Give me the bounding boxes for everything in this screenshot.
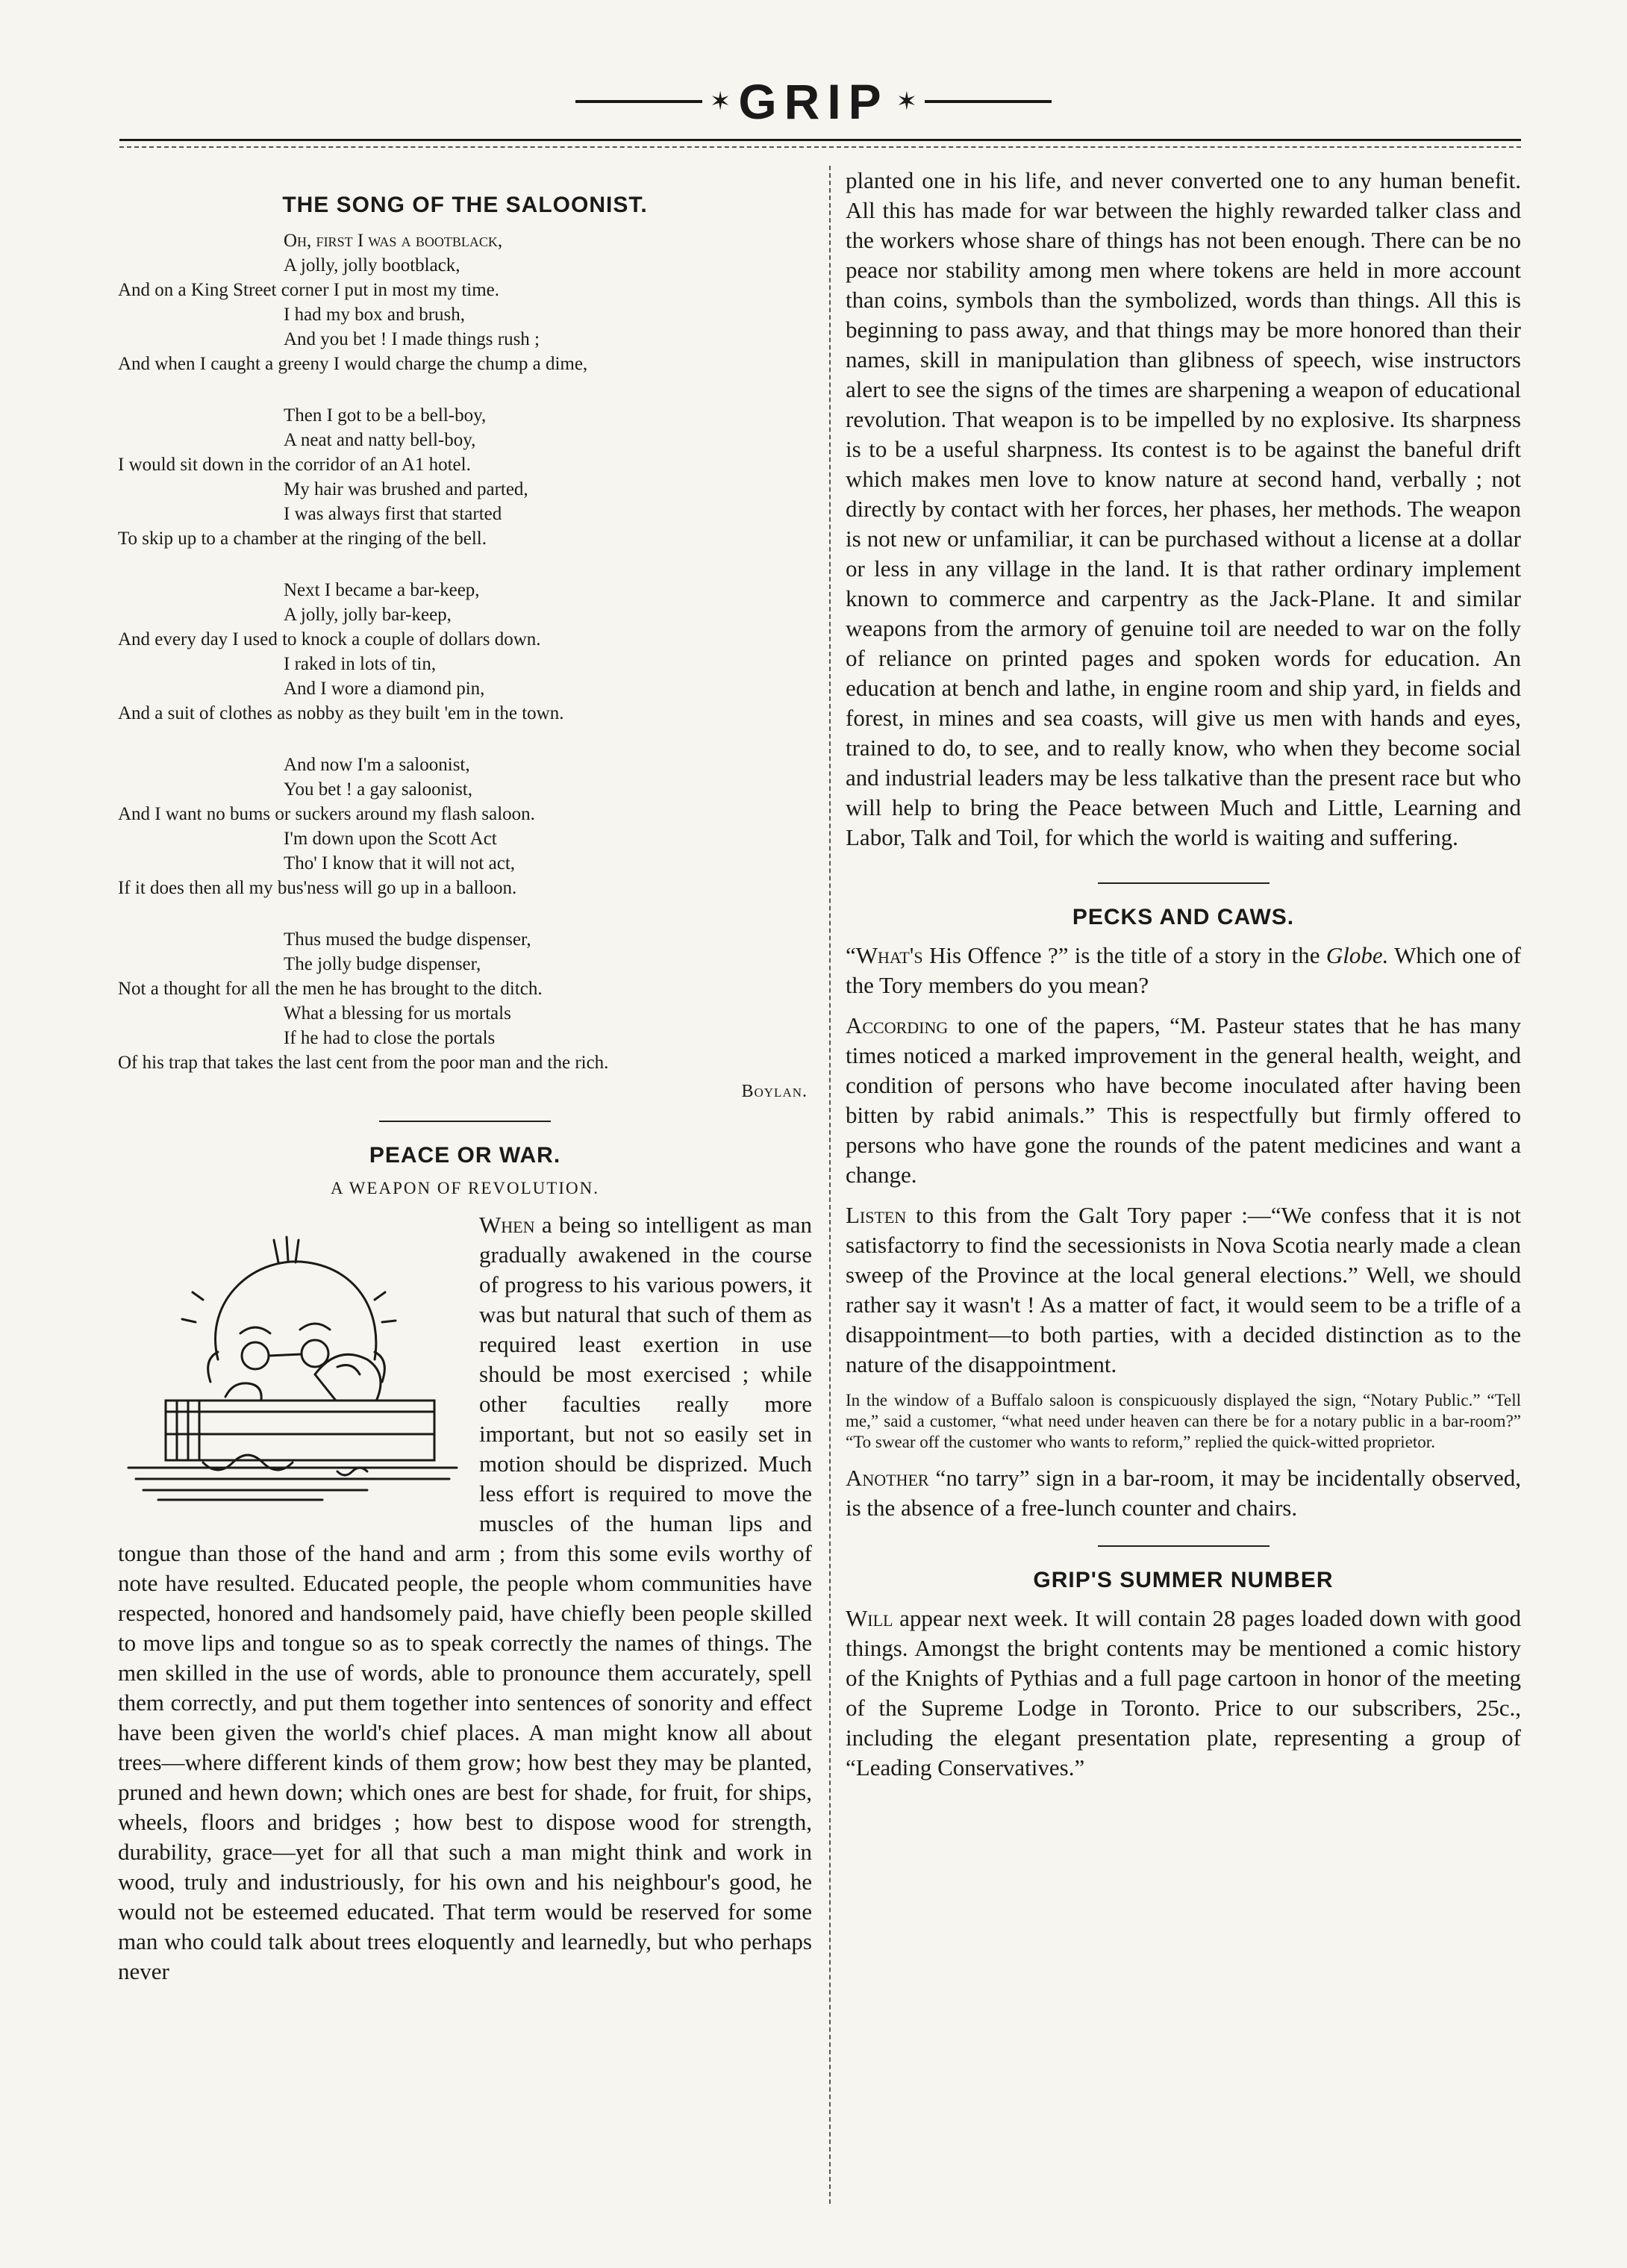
poem-line: And you bet ! I made things rush ; (284, 329, 540, 349)
poem-line: A jolly, jolly bar-keep, (284, 605, 452, 625)
poem-line: I'm down upon the Scott Act (284, 829, 497, 849)
poem-line: What a blessing for us mortals (284, 1003, 511, 1024)
jack-plane-cartoon-icon (113, 1210, 472, 1509)
poem-stanza (118, 753, 812, 900)
poem (118, 228, 812, 1104)
poem-line: My hair was brushed and parted, (284, 479, 528, 499)
poem-line: Not a thought for all the men he has brought to the ditch. (118, 979, 543, 999)
masthead-rule-left (575, 100, 702, 103)
peace-subtitle: A WEAPON OF REVOLUTION. (331, 1179, 599, 1197)
header-divider (119, 139, 1521, 141)
song-title: THE SONG OF THE SALOONIST. (282, 193, 648, 217)
pecks-item: Listen to this from the Galt Tory paper :—“We confess that it is not satisfactorry to find the secessionists in Nova Scotia nearly made a clean sweep of the Province at the local general elections.” Well, we should rather say it wasn't ! As a matter of fact, it would seem to be a trifle of a disappointment—to both parties, with a decided distinction as to the nature of the disappointment. (846, 1202, 1521, 1377)
poem-stanza (118, 403, 812, 551)
left-column (118, 166, 812, 1987)
poem-line: And a suit of clothes as nobby as they built 'em in the town. (118, 703, 564, 723)
star-icon: ✶ (709, 88, 731, 116)
poem-line: Oh, first I was a bootblack, (284, 231, 503, 251)
section-divider (379, 1121, 551, 1122)
poem-line: And on a King Street corner I put in most my time. (118, 280, 500, 300)
poem-line: And I wore a diamond pin, (284, 679, 485, 699)
poem-stanza (118, 578, 812, 726)
peace-body (118, 1210, 812, 1987)
poem-author: Boylan. (741, 1082, 808, 1101)
poem-line: I raked in lots of tin, (284, 654, 437, 674)
pecks-item: According to one of the papers, “M. Pasteur states that he has many times noticed a marked improvement in the general health, weight, and condition of persons who have become inoculated after having been bitten by rabid animals.” This is respectfully but firmly offered to persons who have gone the rounds of the patent medicines and want a change. (846, 1012, 1521, 1188)
pecks-item: “What's His Offence ?” is the title of a story in the Globe. Which one of the Tory members do you mean? (846, 942, 1521, 998)
masthead (0, 72, 1627, 131)
page-title: GRIP (738, 74, 889, 129)
right-column (846, 166, 1521, 1783)
pecks-item: Another “no tarry” sign in a bar-room, it may be incidentally observed, is the absence of a free-lunch counter and chairs. (846, 1465, 1521, 1521)
section-divider (1098, 1545, 1270, 1547)
summer-title: GRIP'S SUMMER NUMBER (1033, 1568, 1334, 1592)
section-divider (1098, 882, 1270, 884)
summer-body: Will appear next week. It will contain 28 pages loaded down with good things. Amongst the bright contents may be mentioned a comic history of the Knights of Pythias and a full page cartoon in honor of the meeting of the Supreme Lodge in Toronto. Price to our subscribers, 25c., including the elegant presentation plate, representing a group of “Leading Conservatives.” (846, 1605, 1521, 1781)
poem-stanza (118, 228, 812, 376)
peace-continued: planted one in his life, and never converted one to any human benefit. All this has made for war between the highly rewarded talker class and the workers whose share of things has not been enough. There can be no peace nor stability among men where tokens are held in more account than coins, symbols than the symbolized, words than things. All this is beginning to pass away, and that things may be more honored than their names, skill in manipulation than glibness of speech, wise instructors alert to see the signs of the times are sharpening a weapon of educational revolution. That weapon is to be impelled by no explosive. Its sharpness is to be a useful sharpness. Its contest is to be against the baneful drift which makes men love to know nature at second hand, verbally ; not directly by contact with her forces, her phases, her methods. The weapon is not new or unfamiliar, it can be purchased without a license at a dollar or less in any village in the land. It is that rather ordinary implement known to commerce and carpentry as the Jack-Plane. It and similar weapons from the armory of genuine toil are needed to war on the folly of reliance on printed pages and spoken words for education. An education at bench and lathe, in engine room and ship yard, in fields and forest, in mines and sea coasts, will give us men with hands and eyes, trained to do, to see, and to really know, who when they become social and industrial leaders may be less talkative than the present race but who will help to bring the Peace between Much and Little, Learning and Labor, Talk and Toil, for which the world is waiting and suffering. (846, 167, 1522, 850)
peace-text: a being so intelligent as man gradually awakened in the course of progress to his various powers, it was but natural that such of them as required least exertion in use should be most exercised ; while other faculties really more important, but not so easily set in motion should be disprized. Much less effort is required to move the muscles of the human lips and tongue than those of the hand and arm ; from this some evils worthy of note have resulted. Educated people, the people whom communities have respected, honored and handsomely paid, have chiefly been people skilled to move lips and tongue so as to speak correctly the names of things. The men skilled in the use of words, able to pronounce them accurately, spell them correctly, and put them together into sentences of sonority and effect have been given the world's chief places. A man might know all about trees—where different kinds of them grow; how best they may be planted, pruned and hewn down; which ones are best for shade, for fruit, for ships, wheels, floors and bridges ; how best to dispose wood for strength, durability, grace—yet for all that such a man might think and work in wood, truly and industriously, for his own and his neighbour's good, he would not be esteemed educated. That term would be reserved for some man who could talk about trees eloquently and learnedly, but who perhaps never (118, 1212, 812, 1984)
poem-line: If it does then all my bus'ness will go up in a balloon. (118, 878, 517, 898)
poem-stanza (118, 927, 812, 1075)
poem-line: If he had to close the portals (284, 1028, 496, 1048)
poem-line: I had my box and brush, (284, 305, 466, 325)
poem-line: The jolly budge dispenser, (284, 954, 481, 974)
poem-line: Then I got to be a bell-boy, (284, 405, 487, 426)
header-divider-dashed (119, 146, 1521, 148)
poem-line: To skip up to a chamber at the ringing of the bell. (118, 529, 487, 549)
poem-line: A jolly, jolly bootblack, (284, 255, 460, 275)
poem-line: A neat and natty bell-boy, (284, 430, 476, 450)
poem-line: I was always first that started (284, 504, 502, 524)
poem-line: Next I became a bar-keep, (284, 580, 480, 600)
star-icon: ✶ (896, 88, 918, 116)
poem-line: And every day I used to knock a couple of dollars down. (118, 629, 541, 649)
poem-line: Of his trap that takes the last cent from the poor man and the rich. (118, 1053, 609, 1073)
drop-lead: When (479, 1212, 535, 1238)
poem-line: And now I'm a saloonist, (284, 755, 470, 775)
column-divider (829, 166, 831, 2204)
poem-line: Thus mused the budge dispenser, (284, 929, 531, 950)
poem-line: I would sit down in the corridor of an A1 hotel. (118, 455, 471, 475)
poem-line: You bet ! a gay saloonist, (284, 779, 473, 800)
poem-line: And I want no bums or suckers around my flash saloon. (118, 804, 535, 824)
pecks-small-item: In the window of a Buffalo saloon is conspicuously displayed the sign, “Notary Public.” “Tell me,” said a customer, “what need under heaven can there be for a notary public in a bar-room?” “To swear off the customer who wants to reform,” replied the quick-witted proprietor. (846, 1391, 1521, 1451)
poem-line: And when I caught a greeny I would charge the chump a dime, (118, 354, 588, 374)
masthead-rule-right (925, 100, 1052, 103)
poem-line: Tho' I know that it will not act, (284, 853, 516, 873)
peace-title: PEACE OR WAR. (369, 1143, 561, 1168)
pecks-title: PECKS AND CAWS. (1072, 905, 1295, 929)
